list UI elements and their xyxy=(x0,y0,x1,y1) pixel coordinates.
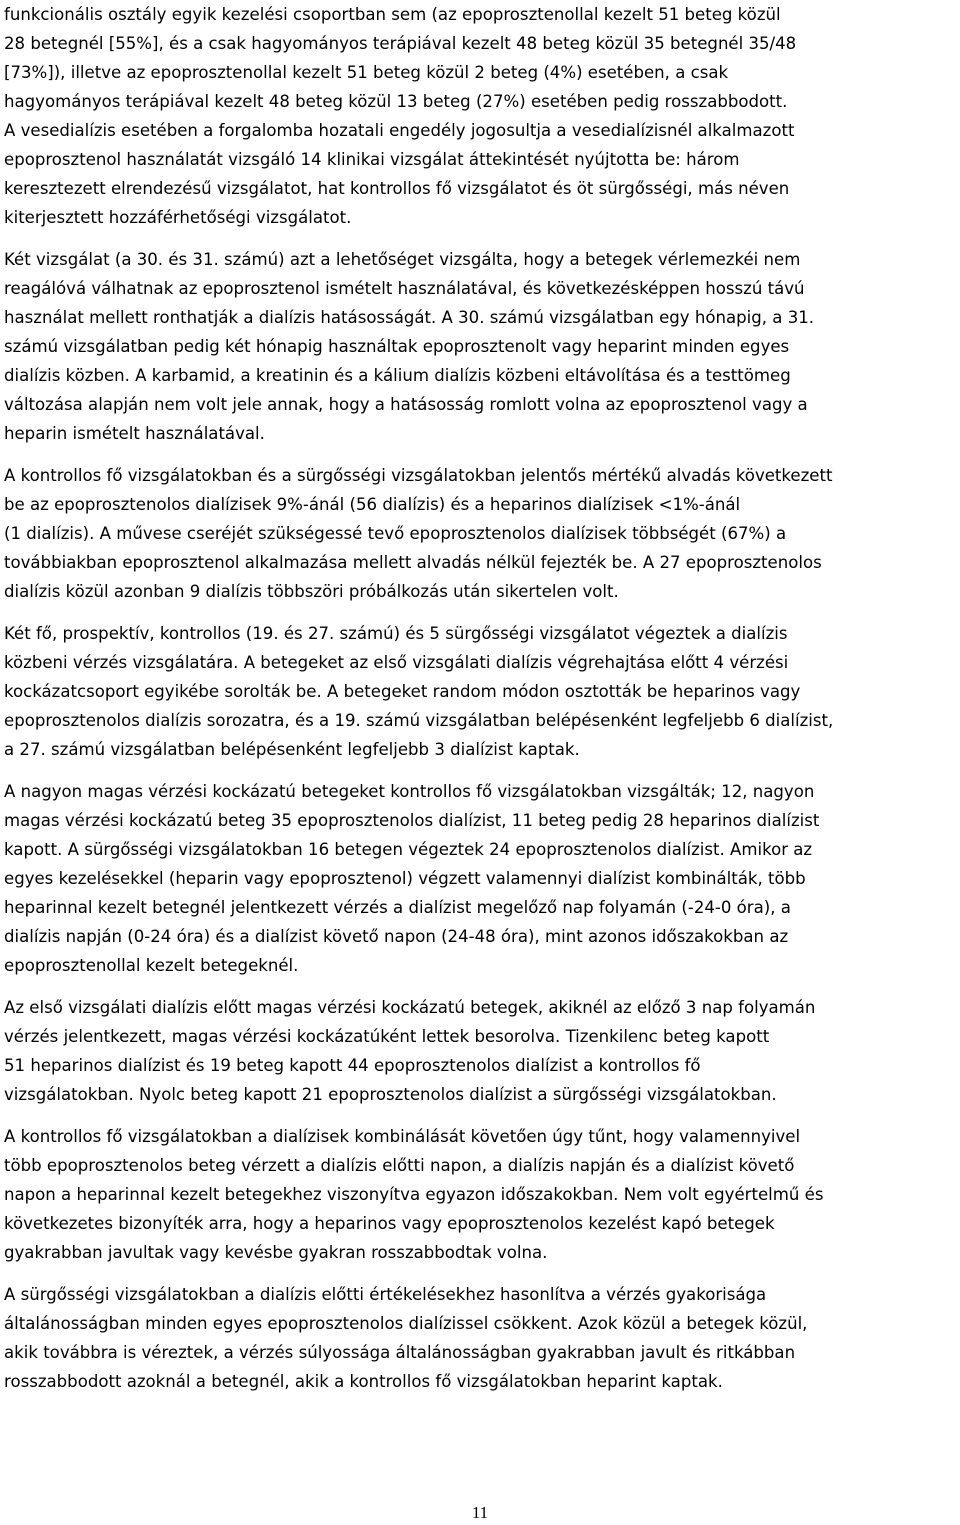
text-line: Két vizsgálat (a 30. és 31. számú) azt a lehetőséget vizsgálta, hogy a betegek vérlemezkéi nem xyxy=(4,250,801,269)
text-line: A kontrollos fő vizsgálatokban a dialízisek kombinálását követően úgy tűnt, hogy valamennyivel xyxy=(4,1127,801,1146)
paragraph xyxy=(4,461,954,606)
text-line: A nagyon magas vérzési kockázatú betegeket kontrollos fő vizsgálatokban vizsgálták; 12, nagyon xyxy=(4,782,815,801)
text-line: 28 betegnél [55%], és a csak hagyományos terápiával kezelt 48 beteg közül 35 betegnél 35/48 xyxy=(4,34,797,53)
text-line: epoprosztenollal kezelt betegeknél. xyxy=(4,956,299,975)
text-line: magas vérzési kockázatú beteg 35 epoprosztenolos dialízist, 11 beteg pedig 28 heparinos dialízist xyxy=(4,811,820,830)
text-line: a 27. számú vizsgálatban belépésenként legfeljebb 3 dialízist kaptak. xyxy=(4,740,580,759)
text-line: következetes bizonyíték arra, hogy a heparinos vagy epoprosztenolos kezelést kapó betegek xyxy=(4,1214,775,1233)
text-line: használat mellett ronthatják a dialízis hatásosságát. A 30. számú vizsgálatban egy hónapig, a 31. xyxy=(4,308,815,327)
paragraph xyxy=(4,0,954,116)
text-line: heparin ismételt használatával. xyxy=(4,424,265,443)
text-line: A sürgősségi vizsgálatokban a dialízis előtti értékelésekhez hasonlítva a vérzés gyakorisága xyxy=(4,1285,767,1304)
text-line: [73%]), illetve az epoprosztenollal kezelt 51 beteg közül 2 beteg (4%) esetében, a csak xyxy=(4,63,729,82)
text-line: hagyományos terápiával kezelt 48 beteg közül 13 beteg (27%) esetében pedig rosszabbodott. xyxy=(4,92,788,111)
text-line: egyes kezelésekkel (heparin vagy epoprosztenol) végzett valamennyi dialízist kombinálták, több xyxy=(4,869,806,888)
text-line: vizsgálatokban. Nyolc beteg kapott 21 epoprosztenolos dialízist a sürgősségi vizsgálatokban. xyxy=(4,1085,777,1104)
text-line: számú vizsgálatban pedig két hónapig használtak epoprosztenolt vagy heparint minden egyes xyxy=(4,337,790,356)
text-line: A vesedialízis esetében a forgalomba hozatali engedély jogosultja a vesedialízisnél alkalmazott xyxy=(4,121,795,140)
text-line: Két fő, prospektív, kontrollos (19. és 27. számú) és 5 sürgősségi vizsgálatot végeztek a dialízis xyxy=(4,624,788,643)
paragraph xyxy=(4,116,954,232)
body-text xyxy=(4,0,954,1396)
paragraph xyxy=(4,993,954,1109)
paragraph-gap xyxy=(4,1267,954,1280)
paragraph xyxy=(4,777,954,980)
text-line: funkcionális osztály egyik kezelési csoportban sem (az epoprosztenollal kezelt 51 beteg közül xyxy=(4,5,781,24)
text-line: epoprosztenolos dialízis sorozatra, és a 19. számú vizsgálatban belépésenként legfeljebb 6 dialízist, xyxy=(4,711,834,730)
paragraph-gap xyxy=(4,448,954,461)
paragraph-gap xyxy=(4,606,954,619)
text-line: kiterjesztett hozzáférhetőségi vizsgálatot. xyxy=(4,208,352,227)
text-line: változása alapján nem volt jele annak, hogy a hatásosság romlott volna az epoprosztenol vagy a xyxy=(4,395,808,414)
text-line: dialízis közben. A karbamid, a kreatinin és a kálium dialízis közbeni eltávolítása és a testtömeg xyxy=(4,366,791,385)
text-line: A kontrollos fő vizsgálatokban és a sürgősségi vizsgálatokban jelentős mértékű alvadás következett xyxy=(4,466,833,485)
text-line: közbeni vérzés vizsgálatára. A betegeket az első vizsgálati dialízis végrehajtása előtt 4 vérzési xyxy=(4,653,789,672)
text-line: gyakrabban javultak vagy kevésbe gyakran rosszabbodtak volna. xyxy=(4,1243,548,1262)
text-line: (1 dialízis). A művese cseréjét szükségessé tevő epoprosztenolos dialízisek többségét (67%) a xyxy=(4,524,787,543)
paragraph xyxy=(4,245,954,448)
text-line: napon a heparinnal kezelt betegekhez viszonyítva egyazon időszakokban. Nem volt egyértelmű és xyxy=(4,1185,824,1204)
paragraph-gap xyxy=(4,764,954,777)
paragraph-gap xyxy=(4,1109,954,1122)
text-line: kockázatcsoport egyikébe sorolták be. A betegeket random módon osztották be heparinos vagy xyxy=(4,682,801,701)
text-line: epoprosztenol használatát vizsgáló 14 klinikai vizsgálat áttekintését nyújtotta be: három xyxy=(4,150,740,169)
page-number: 11 xyxy=(471,1503,489,1522)
paragraph-gap xyxy=(4,980,954,993)
text-line: keresztezett elrendezésű vizsgálatot, hat kontrollos fő vizsgálatot és öt sürgősségi, más néven xyxy=(4,179,790,198)
text-line: 51 heparinos dialízist és 19 beteg kapott 44 epoprosztenolos dialízist a kontrollos fő xyxy=(4,1056,701,1075)
paragraph-gap xyxy=(4,232,954,245)
text-line: kapott. A sürgősségi vizsgálatokban 16 betegen végeztek 24 epoprosztenolos dialízist. Amikor az xyxy=(4,840,813,859)
text-line: heparinnal kezelt betegnél jelentkezett vérzés a dialízist megelőző nap folyamán (-24-0 óra), a xyxy=(4,898,791,917)
paragraph xyxy=(4,1280,954,1396)
text-line: továbbiakban epoprosztenol alkalmazása mellett alvadás nélkül fejezték be. A 27 epoprosztenolos xyxy=(4,553,822,572)
text-line: dialízis napján (0-24 óra) és a dialízist követő napon (24-48 óra), mint azonos időszakokban az xyxy=(4,927,789,946)
text-line: több epoprosztenolos beteg vérzett a dialízis előtti napon, a dialízis napján és a dialízist követő xyxy=(4,1156,795,1175)
text-line: reagálóvá válhatnak az epoprosztenol ismételt használatával, és következésképpen hosszú távú xyxy=(4,279,805,298)
text-line: rosszabbodott azoknál a betegnél, akik a kontrollos fő vizsgálatokban heparint kaptak. xyxy=(4,1372,723,1391)
text-line: Az első vizsgálati dialízis előtt magas vérzési kockázatú betegek, akiknél az előző 3 nap folyamán xyxy=(4,998,816,1017)
text-line: dialízis közül azonban 9 dialízis többszöri próbálkozás után sikertelen volt. xyxy=(4,582,619,601)
paragraph xyxy=(4,1122,954,1267)
text-line: akik továbbra is véreztek, a vérzés súlyossága általánosságban gyakrabban javult és ritkábban xyxy=(4,1343,796,1362)
text-line: be az epoprosztenolos dialízisek 9%-ánál (56 dialízis) és a heparinos dialízisek <1%-ánál xyxy=(4,495,741,514)
text-line: vérzés jelentkezett, magas vérzési kockázatúként lettek besorolva. Tizenkilenc beteg kapott xyxy=(4,1027,770,1046)
text-line: általánosságban minden egyes epoprosztenolos dialízissel csökkent. Azok közül a betegek közül, xyxy=(4,1314,808,1333)
paragraph xyxy=(4,619,954,764)
